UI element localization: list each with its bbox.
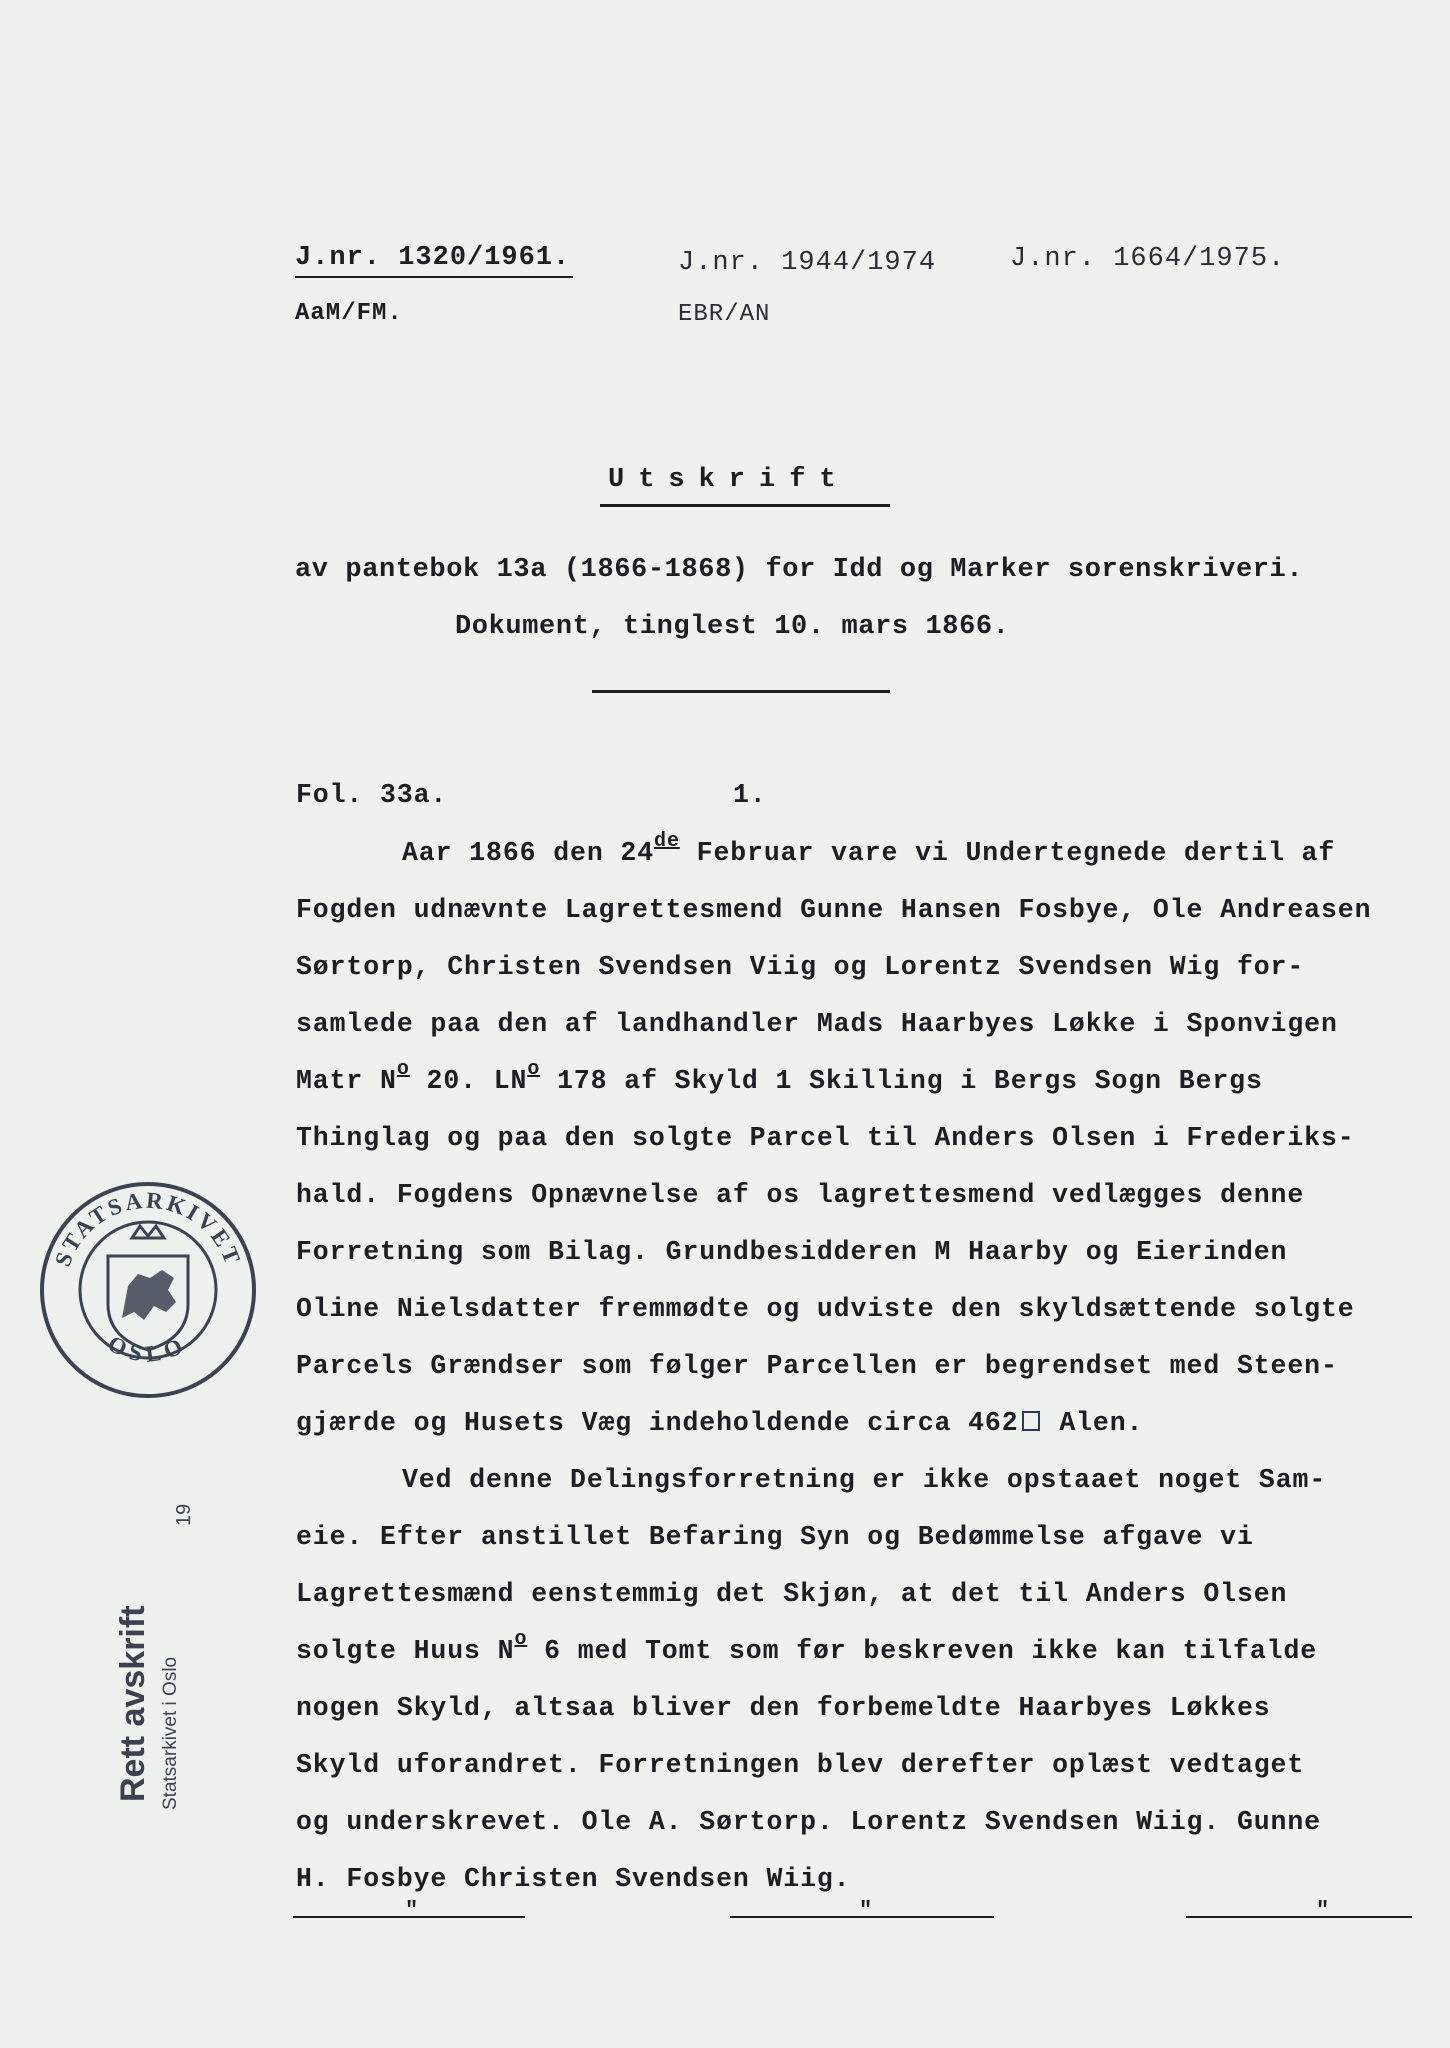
body-line: Lagrettesmænd eenstemmig det Skjøn, at det til Anders Olsen: [296, 1579, 1288, 1609]
ditto-mark-middle: ": [859, 1898, 873, 1923]
certification-stamp-year: 19: [173, 1503, 195, 1526]
body-line: Parcels Grændser som følger Parcellen er begrendset med Steen-: [296, 1351, 1338, 1381]
ditto-mark-left: ": [405, 1898, 419, 1923]
ditto-mark-right: ": [1316, 1898, 1330, 1923]
body-line: Sørtorp, Christen Svendsen Viig og Lorentz Svendsen Wig for-: [296, 952, 1305, 982]
subtitle-line-1: av pantebok 13a (1866-1868) for Idd og Marker sorenskriveri.: [295, 555, 1304, 585]
body-line: Skyld uforandret. Forretningen blev derefter oplæst vedtaget: [296, 1750, 1305, 1780]
body-line: samlede paa den af landhandler Mads Haarbyes Løkke i Sponvigen: [296, 1009, 1338, 1039]
body-line: H. Fosbye Christen Svendsen Wiig.: [296, 1864, 851, 1894]
document-title: Utskrift: [608, 465, 850, 495]
signature-line-right: [1186, 1916, 1412, 1918]
body-line: Forretning som Bilag. Grundbesidderen M Haarby og Eierinden: [296, 1237, 1288, 1267]
journal-number-1961: J.nr. 1320/1961.: [295, 243, 571, 273]
body-line: eie. Efter anstillet Befaring Syn og Bedømmelse afgave vi: [296, 1522, 1254, 1552]
journal-number-1975: J.nr. 1664/1975.: [1010, 244, 1286, 274]
svg-text:OSLO: OSLO: [104, 1330, 192, 1367]
title-underline: [600, 504, 890, 507]
folio-label: Fol. 33a.: [296, 780, 448, 810]
journal-initials-1961: AaM/FM.: [295, 300, 403, 327]
certification-stamp-place: Statsarkivet i Oslo: [160, 1656, 181, 1810]
journal-initials-1974: EBR/AN: [678, 301, 771, 328]
body-line: gjærde og Husets Væg indeholdende circa 462 Alen.: [296, 1408, 1144, 1438]
svg-text:STATSARKIVET: STATSARKIVET: [49, 1187, 247, 1270]
square-ell-symbol: [1022, 1411, 1040, 1431]
body-line: Oline Nielsdatter fremmødte og udviste den skyldsættende solgte: [296, 1294, 1355, 1324]
journal-number-underline: [295, 276, 573, 278]
lion-shield-icon: [108, 1226, 188, 1350]
body-line: solgte Huus $N^o$ 6 med Tomt som før beskreven ikke kan tilfalde: [296, 1628, 1318, 1666]
subtitle-line-2: Dokument, tinglest 10. mars 1866.: [455, 612, 1010, 642]
certification-stamp-main: Rett avskrift: [114, 1605, 152, 1802]
body-line: hald. Fogdens Opnævnelse af os lagrettesmend vedlægges denne: [296, 1180, 1305, 1210]
section-divider: [592, 690, 890, 693]
body-line: Fogden udnævnte Lagrettesmend Gunne Hansen Fosbye, Ole Andreasen: [296, 895, 1372, 925]
body-line: nogen Skyld, altsaa bliver den forbemeldte Haarbyes Løkkes: [296, 1693, 1271, 1723]
body-line: Matr $N^o$ 20. $LN^o$ 178 af Skyld 1 Skilling i Bergs Sogn Bergs: [296, 1058, 1263, 1096]
archive-seal-stamp: [36, 1178, 260, 1402]
body-line: og underskrevet. Ole A. Sørtorp. Lorentz Svendsen Wiig. Gunne: [296, 1807, 1321, 1837]
folio-number: 1.: [733, 780, 767, 810]
journal-number-1974: J.nr. 1944/1974: [678, 248, 937, 278]
body-line: Ved denne Delingsforretning er ikke opstaaet noget Sam-: [402, 1465, 1327, 1495]
body-line: Thinglag og paa den solgte Parcel til Anders Olsen i Frederiks-: [296, 1123, 1355, 1153]
body-line: Aar 1866 den 24de Februar vare vi Undertegnede dertil af: [402, 830, 1336, 868]
